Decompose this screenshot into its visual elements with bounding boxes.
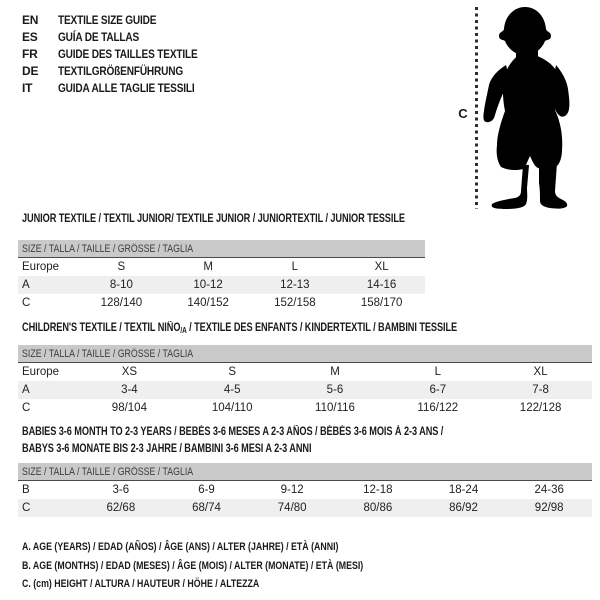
- age-cell: 9-12: [280, 484, 304, 496]
- footnote-c-text: C. (cm) HEIGHT / ALTURA / HAUTEUR / HÖHE / ALTEZZA: [22, 578, 260, 590]
- age-cell: 5-6: [326, 384, 344, 396]
- footnote-c: [22, 575, 449, 594]
- babies-title-line2: BABYS 3-6 MONATE BIS 2-3 JAHRE / BAMBINI 3-6 MESI A 2-3 ANNI: [22, 443, 312, 455]
- height-measure-dotted-line: [475, 7, 478, 209]
- row-label: C: [22, 402, 31, 414]
- table-row: [18, 499, 592, 517]
- language-label: GUIDE DES TAILLES TEXTILE: [58, 47, 198, 61]
- row-label: Europe: [22, 366, 60, 378]
- row-label: A: [22, 279, 30, 291]
- children-title-pre: CHILDREN'S TEXTILE / TEXTIL NIÑO: [22, 322, 181, 334]
- height-measure-label: C: [458, 106, 468, 121]
- age-cell: 8-10: [109, 279, 133, 291]
- language-label: TEXTILGRÖßENFÜHRUNG: [58, 64, 184, 78]
- children-title-subscript: /A: [180, 326, 187, 335]
- height-cell: 68/74: [192, 502, 221, 514]
- junior-title-text: JUNIOR TEXTILE / TEXTIL JUNIOR/ TEXTILE JUNIOR / JUNIORTEXTIL / JUNIOR TESSILE: [22, 213, 405, 225]
- size-cell: L: [434, 366, 441, 378]
- age-cell: 7-8: [532, 384, 549, 396]
- age-cell: 12-18: [363, 484, 393, 496]
- babies-size-table: [18, 463, 592, 517]
- row-label: B: [22, 484, 30, 496]
- language-code: DE: [22, 64, 39, 78]
- junior-size-table: [18, 240, 425, 312]
- age-cell: 18-24: [448, 484, 479, 496]
- footnote-b-text: B. AGE (MONTHS) / EDAD (MESES) / ÂGE (MOIS) / ALTER (MONATE) / ETÀ (MESI): [22, 559, 364, 572]
- junior-section-title: [22, 213, 501, 225]
- language-label: GUÍA DE TALLAS: [58, 30, 140, 44]
- age-cell: 24-36: [534, 484, 564, 496]
- row-label: A: [22, 384, 30, 396]
- height-cell: 98/104: [111, 402, 147, 414]
- size-cell: XL: [533, 366, 548, 378]
- table-row: [18, 257, 425, 276]
- height-cell: 122/128: [519, 402, 562, 414]
- size-cell: XS: [121, 366, 138, 378]
- table-row: [18, 381, 592, 399]
- table-row: [18, 294, 425, 312]
- babies-section-title: [22, 424, 549, 458]
- size-header-text: SIZE / TALLA / TAILLE / GRÖSSE / TAGLIA: [22, 347, 194, 360]
- footnote-b: [22, 557, 449, 576]
- footnote-a: [22, 538, 449, 557]
- children-section-title: [22, 322, 566, 334]
- language-code: FR: [22, 47, 38, 61]
- children-size-table: [18, 345, 592, 417]
- age-cell: 10-12: [193, 279, 223, 291]
- language-row-en: [22, 12, 224, 29]
- language-label: TEXTILE SIZE GUIDE: [58, 13, 157, 27]
- size-header-bar: [18, 345, 592, 362]
- height-cell: 92/98: [534, 502, 564, 514]
- age-cell: 4-5: [223, 384, 241, 396]
- language-row-de: [22, 63, 224, 80]
- height-cell: 140/152: [187, 297, 229, 309]
- toddler-silhouette-icon: [483, 5, 571, 211]
- table-row: [18, 399, 592, 417]
- size-cell: S: [228, 366, 237, 378]
- language-code: ES: [22, 30, 38, 44]
- size-cell: M: [330, 366, 340, 378]
- table-row: [18, 362, 592, 381]
- age-cell: 3-4: [121, 384, 138, 396]
- row-label: C: [22, 297, 31, 309]
- height-cell: 86/92: [449, 502, 478, 514]
- footnote-a-text: A. AGE (YEARS) / EDAD (AÑOS) / ÂGE (ANS) / ALTER (JAHRE) / ETÀ (ANNI): [22, 541, 339, 553]
- language-row-it: [22, 80, 224, 97]
- size-cell: S: [117, 261, 126, 273]
- age-cell: 6-9: [198, 484, 215, 496]
- children-title-post: / TEXTILE DES ENFANTS / KINDERTEXTIL / BAMBINI TESSILE: [186, 322, 458, 334]
- language-code: EN: [22, 13, 39, 27]
- age-cell: 6-7: [429, 384, 447, 396]
- table-row: [18, 276, 425, 294]
- table-row: [18, 480, 592, 499]
- row-label: Europe: [22, 261, 60, 273]
- size-cell: XL: [374, 261, 389, 273]
- height-cell: 128/140: [100, 297, 143, 309]
- language-list: [22, 12, 224, 97]
- footnotes: [22, 538, 449, 594]
- height-cell: 62/68: [106, 502, 136, 514]
- height-cell: 110/116: [315, 402, 355, 414]
- height-cell: 74/80: [277, 502, 307, 514]
- height-cell: 152/158: [274, 297, 316, 309]
- children-title-text: [22, 322, 457, 334]
- language-row-es: [22, 29, 224, 46]
- size-header-bar: [18, 463, 592, 480]
- age-cell: 14-16: [366, 279, 397, 291]
- size-header-text: SIZE / TALLA / TAILLE / GRÖSSE / TAGLIA: [22, 465, 194, 478]
- size-header-bar: [18, 240, 425, 257]
- size-cell: M: [203, 261, 213, 273]
- size-cell: L: [291, 261, 299, 273]
- language-row-fr: [22, 46, 224, 63]
- height-cell: 158/170: [360, 297, 403, 309]
- row-label: C: [22, 502, 31, 514]
- age-cell: 3-6: [112, 484, 130, 496]
- size-header-text: SIZE / TALLA / TAILLE / GRÖSSE / TAGLIA: [22, 242, 194, 255]
- height-cell: 116/122: [417, 402, 459, 414]
- height-cell: 80/86: [363, 502, 393, 514]
- language-label: GUIDA ALLE TAGLIE TESSILI: [58, 81, 195, 95]
- age-cell: 12-13: [280, 279, 310, 291]
- babies-title-line1: BABIES 3-6 MONTH TO 2-3 YEARS / BEBÉS 3-6 MESES A 2-3 AÑOS / BÉBÉS 3-6 MOIS À 2-3 ANS /: [22, 426, 444, 438]
- height-cell: 104/110: [211, 402, 253, 414]
- language-code: IT: [22, 81, 33, 95]
